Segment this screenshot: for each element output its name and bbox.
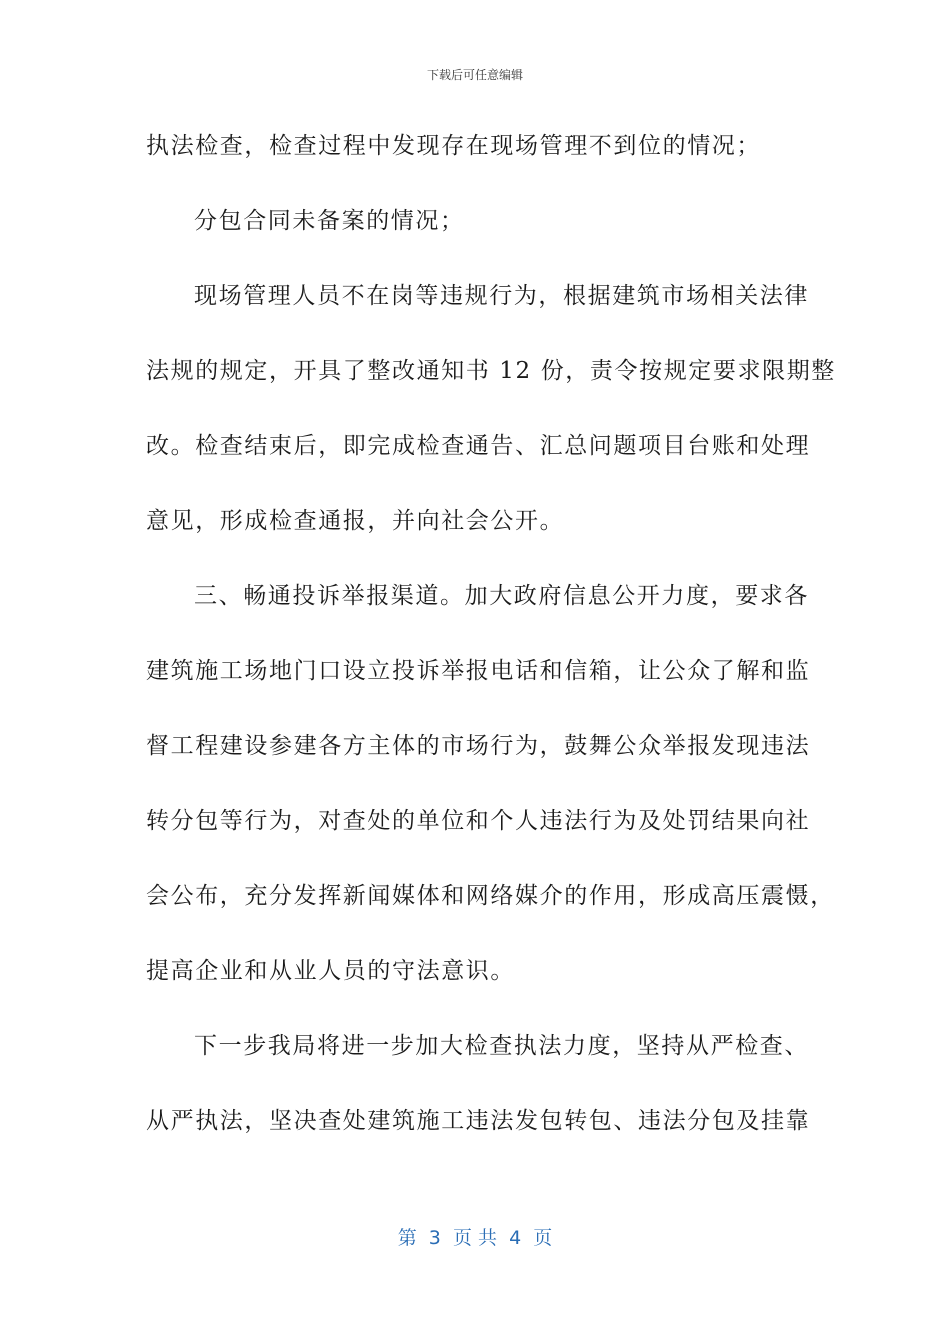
text-line: 建筑施工场地门口设立投诉举报电话和信箱，让公众了解和监 (146, 658, 811, 684)
document-body (146, 122, 836, 1172)
text-line: 从严执法，坚决查处建筑施工违法发包转包、违法分包及挂靠 (146, 1108, 811, 1134)
page-header-note: 下载后可任意编辑 (426, 68, 523, 82)
text-line: 提高企业和从业人员的守法意识。 (146, 958, 515, 984)
text-line: 意见，形成检查通报，并向社会公开。 (146, 508, 565, 534)
text-line: 改。检查结束后，即完成检查通告、汇总问题项目台账和处理 (146, 433, 811, 459)
text-line: 执法检查，检查过程中发现存在现场管理不到位的情况； (146, 133, 761, 159)
text-line: 现场管理人员不在岗等违规行为，根据建筑市场相关法律 (194, 283, 809, 309)
text-line: 分包合同未备案的情况； (194, 208, 465, 234)
text-line: 会公布，充分发挥新闻媒体和网络媒介的作用，形成高压震慑， (146, 883, 835, 909)
text-line: 督工程建设参建各方主体的市场行为，鼓舞公众举报发现违法 (146, 733, 811, 759)
page-number-footer: 第 3 页 共 4 页 (397, 1227, 553, 1249)
text-line: 转分包等行为，对查处的单位和个人违法行为及处罚结果向社 (146, 808, 811, 834)
text-line: 下一步我局将进一步加大检查执法力度，坚持从严检查、 (194, 1033, 809, 1059)
text-line: 法规的规定，开具了整改通知书 12 份，责令按规定要求限期整 (146, 358, 836, 384)
text-line: 三、畅通投诉举报渠道。加大政府信息公开力度，要求各 (194, 583, 809, 609)
